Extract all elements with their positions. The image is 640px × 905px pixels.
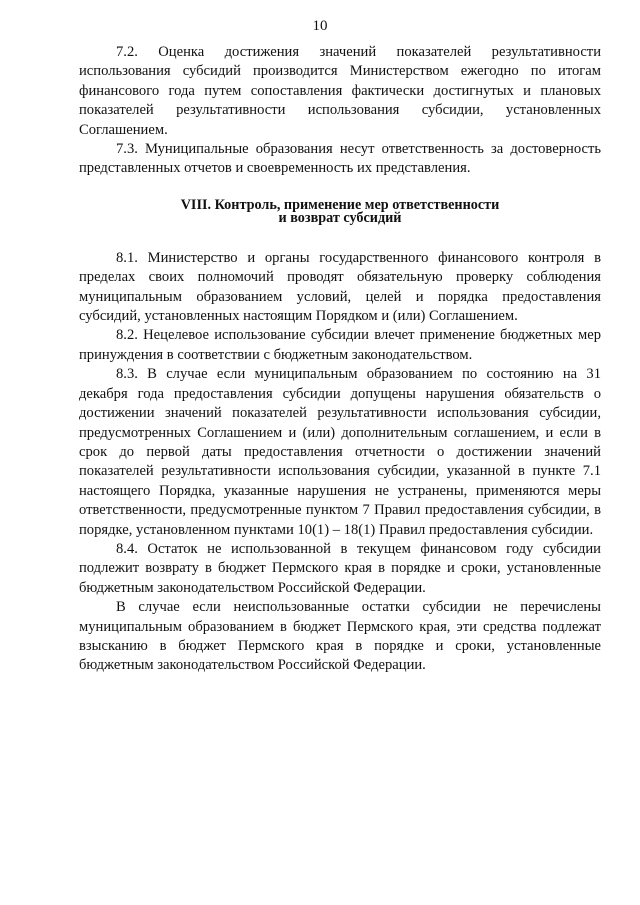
- section-heading-line-1: VIII. Контроль, применение мер ответственности: [180, 196, 500, 213]
- spacer: [79, 226, 601, 249]
- page-number: 10: [312, 18, 328, 34]
- document-body: [79, 43, 601, 676]
- paragraph-8-4: 8.4. Остаток не использованной в текущем финансовом году субсидии подлежит возврату в бюджет Пермского края в порядке и сроки, установленные бюджетным законодательством Российской Федерации.: [79, 540, 601, 596]
- paragraph-8-4-continued: В случае если неиспользованные остатки субсидии не перечислены муниципальным образованием в бюджет Пермского края, эти средства подлежат взысканию в бюджет Пермского края в порядке и сроки, установленные бюджетным законодательством Российской Федерации.: [79, 599, 601, 674]
- section-heading: [79, 196, 601, 227]
- paragraph-7-2: 7.2. Оценка достижения значений показателей результативности использования субсидий производится Министерством ежегодно по итогам финансового года путем сопоставления фактически достигнутых и плановых показателей результативности использования субсидии, установленных Соглашением.: [79, 44, 601, 138]
- paragraph-7-3: 7.3. Муниципальные образования несут ответственность за достоверность представленных отчетов и своевременность их представления.: [79, 141, 601, 177]
- section-heading-line-2: и возврат субсидий: [278, 210, 402, 227]
- paragraph-8-1: 8.1. Министерство и органы государственного финансового контроля в пределах своих полномочий проводят обязательную проверку соблюдения муниципальным образованием условий, целей и порядка предоставления субсидий, установленных настоящим Порядком и (или) Соглашением.: [79, 249, 601, 325]
- spacer: [79, 179, 601, 199]
- paragraph-8-2: 8.2. Нецелевое использование субсидии влечет применение бюджетных мер принуждения в соответствии с бюджетным законодательством.: [79, 327, 601, 363]
- paragraph-8-3: 8.3. В случае если муниципальным образованием по состоянию на 31 декабря года предоставления субсидии допущены нарушения обязательств о достижении значений показателей результативности использования субсидии, предусмотренных Соглашением и (или) дополнительным соглашением, и если в срок до первой даты предоставления отчетности о достижении значений показателей результативности использования субсидии, указанной в пункте 7.1 настоящего Порядка, указанные нарушения не устранены, применяются меры ответственности, предусмотренные пунктом 7 Правил предоставления субсидии, в порядке, установленном пунктами 10(1) – 18(1) Правил предоставления субсидии.: [79, 366, 601, 538]
